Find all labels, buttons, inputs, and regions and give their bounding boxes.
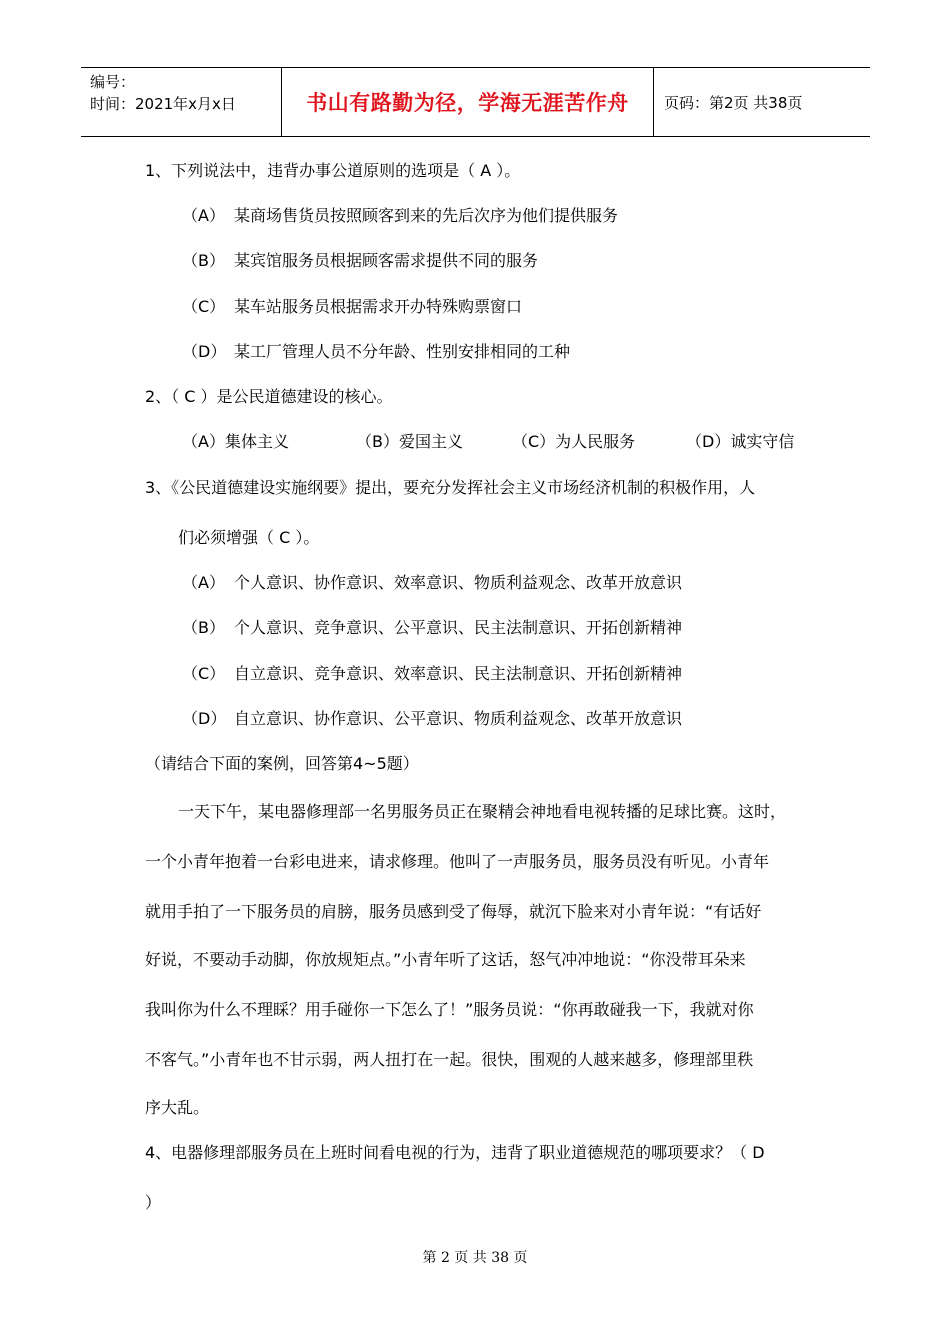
page-footer: 第 2 页 共 38 页	[422, 1250, 528, 1266]
case-line-7: 序大乱。	[145, 1098, 210, 1117]
question-2-option-b: （B）爱国主义	[356, 432, 463, 451]
question-1-stem: 1、下列说法中，违背办事公道原则的选项是（ A ）。	[145, 161, 521, 180]
question-1-option-c	[182, 297, 522, 317]
question-2-stem: 2、（ C ）是公民道德建设的核心。	[145, 387, 393, 406]
page-info: 页码：第2页 共38页	[664, 93, 803, 112]
option-label: （B）	[182, 618, 225, 637]
question-3-stem-line-2: 们必须增强（ C ）。	[178, 528, 320, 547]
header-meta	[81, 68, 281, 136]
option-label: （A）	[182, 573, 225, 592]
option-label: （B）	[182, 251, 225, 270]
option-text: 某商场售货员按照顾客到来的先后次序为他们提供服务	[234, 206, 619, 225]
question-4-stem-line-2: ）	[145, 1193, 162, 1212]
option-label: （A）	[182, 206, 225, 225]
option-text: 个人意识、竞争意识、公平意识、民主法制意识、开拓创新精神	[234, 618, 683, 637]
option-label: （D）	[182, 342, 227, 361]
question-3-stem-line-1: 3、《公民道德建设实施纲要》提出，要充分发挥社会主义市场经济机制的积极作用，人	[145, 478, 756, 497]
option-text: 某工厂管理人员不分年龄、性别安排相同的工种	[234, 342, 571, 361]
option-text: 某宾馆服务员根据顾客需求提供不同的服务	[234, 251, 539, 270]
case-line-6: 不客气。”小青年也不甘示弱，两人扭打在一起。很快，围观的人越来越多，修理部里秩	[145, 1050, 754, 1069]
case-line-3: 就用手拍了一下服务员的肩膀，服务员感到受了侮辱，就沉下脸来对小青年说：“有话好	[145, 902, 762, 921]
option-label: （C）	[182, 664, 226, 683]
option-text: 某车站服务员根据需求开办特殊购票窗口	[234, 297, 523, 316]
page-header	[81, 67, 870, 137]
motto: 书山有路勤为径，学海无涯苦作舟	[306, 91, 629, 115]
question-3-option-c	[182, 664, 682, 684]
case-line-2: 一个小青年抱着一台彩电进来，请求修理。他叫了一声服务员，服务员没有听见。小青年	[145, 852, 770, 871]
question-4-stem-line-1: 4、电器修理部服务员在上班时间看电视的行为，违背了职业道德规范的哪项要求？（ D	[145, 1143, 765, 1162]
option-label: （D）	[182, 709, 227, 728]
case-line-4: 好说，不要动手动脚，你放规矩点。”小青年听了这话，怒气冲冲地说：“你没带耳朵来	[145, 950, 746, 969]
question-3-option-a	[182, 573, 682, 593]
case-line-5: 我叫你为什么不理睬？用手碰你一下怎么了！”服务员说：“你再敢碰我一下，我就对你	[145, 1000, 754, 1019]
time-label: 时间：2021年x月x日	[90, 95, 236, 113]
option-text: 个人意识、协作意识、效率意识、物质利益观念、改革开放意识	[234, 573, 683, 592]
option-text: 自立意识、竞争意识、效率意识、民主法制意识、开拓创新精神	[234, 664, 683, 683]
case-line-1: 一天下午，某电器修理部一名男服务员正在聚精会神地看电视转播的足球比赛。这时，	[178, 802, 787, 821]
question-1-option-d	[182, 342, 570, 362]
header-motto-cell	[281, 68, 654, 136]
question-3-option-d	[182, 709, 682, 729]
number-label: 编号：	[90, 73, 136, 91]
question-1-option-a	[182, 206, 618, 226]
option-text: 自立意识、协作意识、公平意识、物质利益观念、改革开放意识	[234, 709, 683, 728]
header-page-info	[654, 68, 870, 136]
case-intro: （请结合下面的案例，回答第4~5题）	[145, 754, 419, 773]
option-label: （C）	[182, 297, 226, 316]
question-3-option-b	[182, 618, 682, 638]
question-2-options	[0, 432, 950, 452]
question-2-option-d: （D）诚实守信	[686, 432, 795, 451]
question-1-option-b	[182, 251, 538, 271]
question-2-option-a: （A）集体主义	[182, 432, 289, 451]
question-2-option-c: （C）为人民服务	[512, 432, 636, 451]
